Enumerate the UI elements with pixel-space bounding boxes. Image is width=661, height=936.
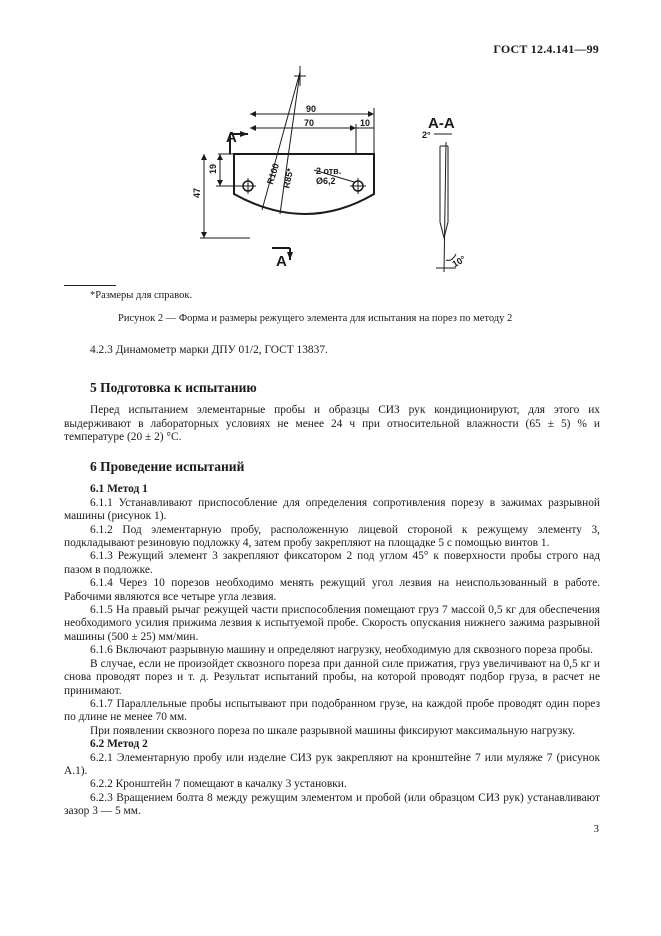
para-5-1: Перед испытанием элементарные пробы и образцы СИЗ рук кондиционируют, для этого их выдерживают в лабораторных условиях не менее 24 ч при относительной влажности (65 ± 5) % и температуре (20 ± 2) °С. [64,404,600,444]
dim-70: 70 [304,118,315,128]
section-marker-bottom: A [276,253,287,270]
dim-90: 90 [306,104,317,114]
para-6-2-2: 6.2.2 Кронштейн 7 помещают в качалку 3 установки. [90,778,347,791]
figure-caption: Рисунок 2 — Форма и размеры режущего элемента для испытания на порез по методу 2 [118,313,513,324]
para-6-1-2: 6.1.2 Под элементарную пробу, расположенную лицевой стороной к режущему элементу 3, подкладывают резиновую подложку 4, затем пробу закрепляют на площадке 5 с помощью винтов 1. [64,523,600,550]
section-5 [64,381,600,445]
angle-bottom: 10° [450,253,468,270]
para-6-1-7: 6.1.7 Параллельные пробы испытывают при подобранном грузе, на каждой пробе проводят один порез по длине не менее 70 мм. [64,697,600,724]
para-6-1-1: 6.1.1 Устанавливают приспособление для определения сопротивления порезу в зажимах разрывной машины (рисунок 1). [64,496,600,523]
dim-47: 47 [192,187,202,198]
section-5-title: 5 Подготовка к испытанию [90,380,257,395]
section-marker-top: A [226,129,237,146]
subsection-6-1-title: 6.1 Метод 1 [90,483,148,496]
page-number: 3 [593,823,599,835]
cutting-element-drawing [190,62,490,277]
section-6 [64,460,600,819]
para-6-1-4: 6.1.4 Через 10 порезов необходимо менять режущий угол лезвия на неиспользованный в работе. Рабочими являются все четыре угла лезвия. [64,577,600,603]
para-6-1-6b: В случае, если не произойдет сквозного пореза при данной силе прижатия, груз увеличивают на 0,5 кг и снова проводят порез и т. д. Результат испытаний пробы, на которой проводят подбор груза, в расчет не принимают. [64,657,600,697]
para-6-2-1: 6.2.1 Элементарную пробу или изделие СИЗ рук закрепляют на кронштейне 7 или муляже 7 (рисунок А.1). [64,751,600,777]
para-6-1-7b: При появлении сквозного пореза по шкале разрывной машины фиксируют максимальную нагрузку. [90,724,576,737]
dim-r100: R100 [264,162,282,186]
body-block-1 [64,344,600,357]
para-4-2-3: 4.2.3 Динамометр марки ДПУ 01/2, ГОСТ 13837. [90,344,328,356]
para-6-1-3: 6.1.3 Режущий элемент 3 закрепляют фиксатором 2 под углом 45° к поверхности пробы строго над пазом в подложке. [64,550,600,576]
dim-holes-dia: Ø6,2 [316,176,336,186]
dim-holes-count: 2 отв. [316,166,342,176]
para-6-2-3: 6.2.3 Вращением болта 8 между режущим элементом и пробой (или образцом СИЗ рук) устанавливают зазор 3 — 5 мм. [64,791,600,818]
angle-top: 2° [422,130,431,140]
para-6-1-5: 6.1.5 На правый рычаг режущей части приспособления помещают груз 7 массой 0,5 кг для обеспечения необходимого усилия прижима лезвия к испытуемой пробе. Скорость опускания нижнего зажима разрывной машины (500 ± 25) мм/мин. [64,604,600,643]
section-6-title: 6 Проведение испытаний [90,459,245,474]
footnote-rule [64,285,116,286]
section-title: A-A [428,115,455,132]
dim-10: 10 [360,118,371,128]
subsection-6-2-title: 6.2 Метод 2 [90,738,148,751]
dim-r85: R85* [281,167,296,190]
document-code: ГОСТ 12.4.141—99 [493,42,599,56]
dim-19: 19 [208,163,218,174]
para-6-1-6: 6.1.6 Включают разрывную машину и определяют нагрузку, необходимую для сквозного пореза пробы. [90,644,594,657]
figure-footnote: *Размеры для справок. [90,290,193,301]
